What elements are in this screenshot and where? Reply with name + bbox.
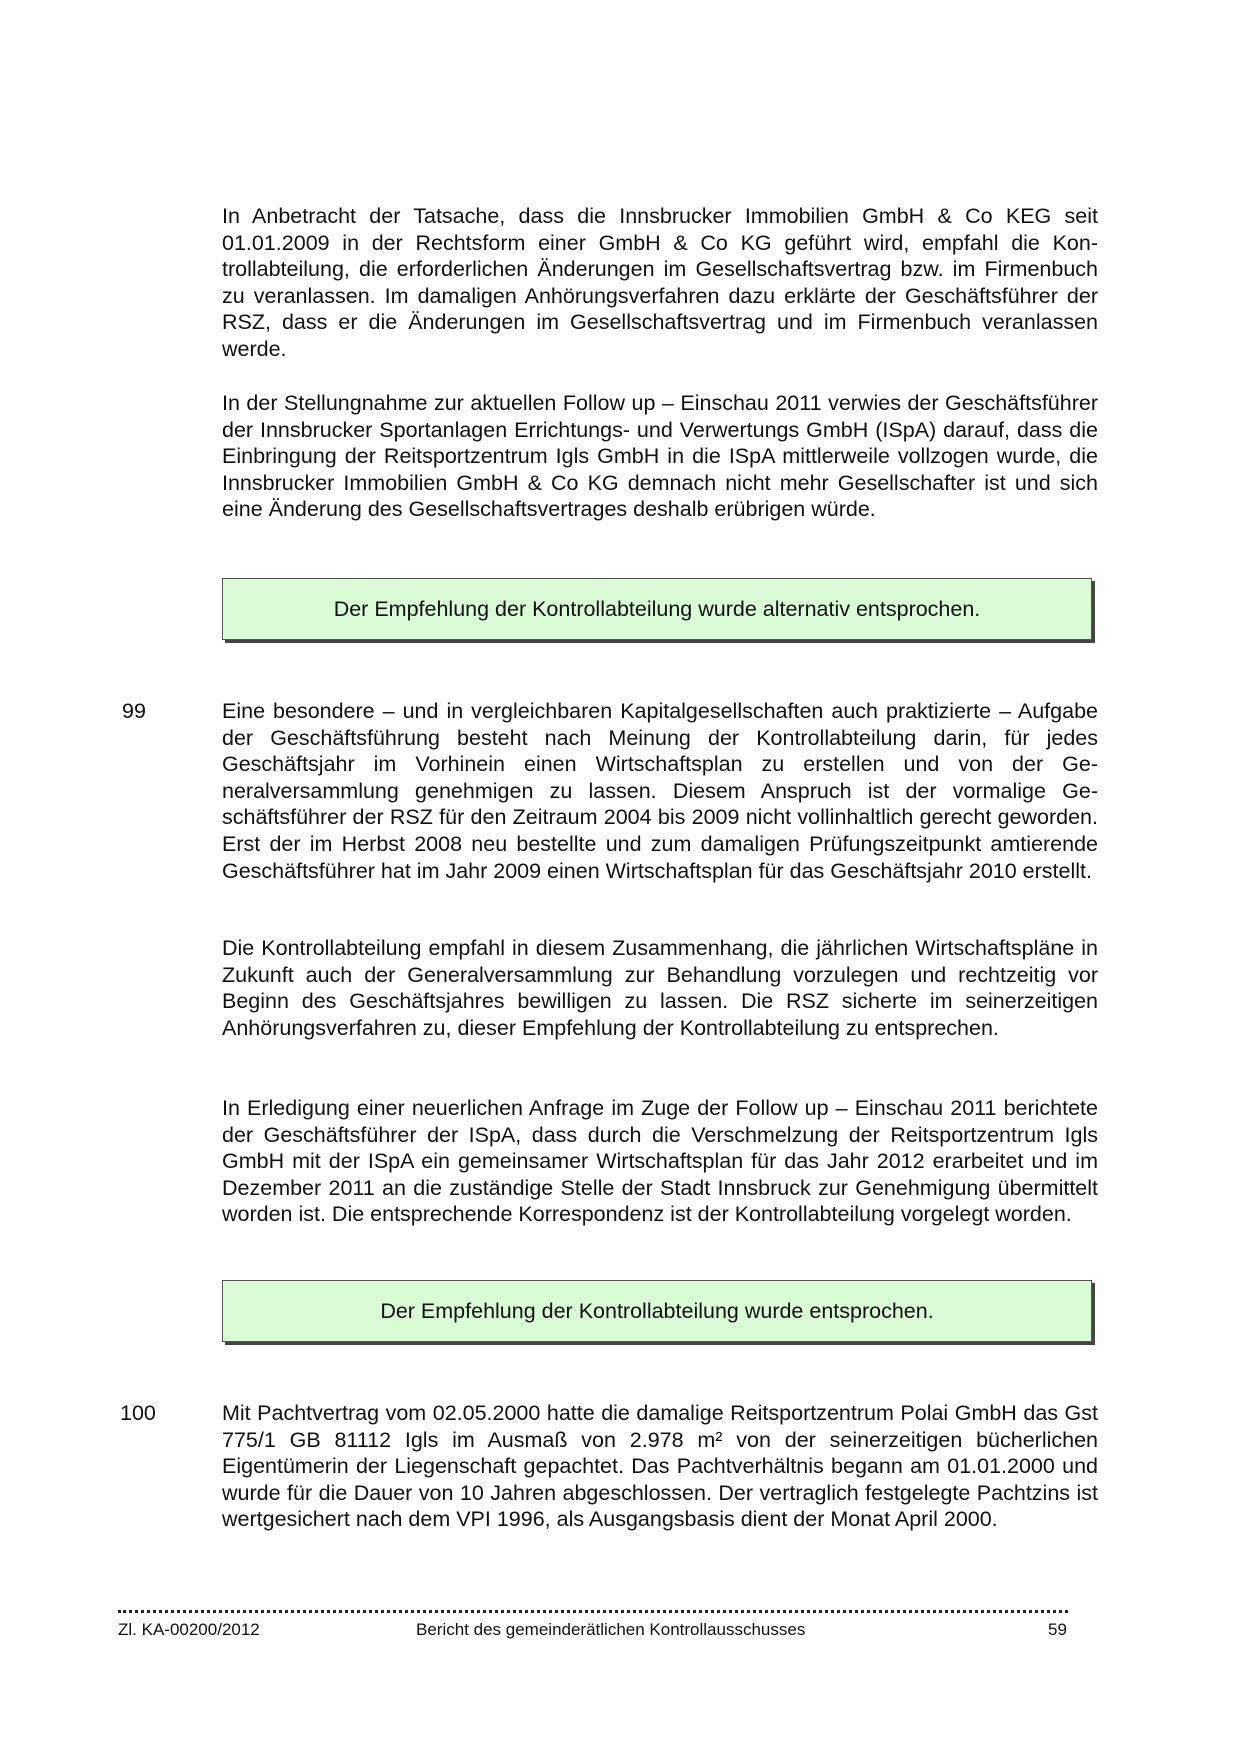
paragraph-recommendation: Die Kontrollabteilung empfahl in diesem Zusammenhang, die jährlichen Wirtschaftspläne in Zukunft auch der Generalversammlung zur Behandlung vorzulegen und rechtzeitig vor Beginn des Geschäftsjahres bewilligen zu lassen. Die RSZ sicherte im seinerzeitigen Anhörungsverfahren zu, dieser Empfehlung der Kontrollabteilung zu entsprechen. [222, 936, 1098, 1040]
finding-box-fulfilled [222, 1280, 1092, 1342]
footer-separator [118, 1598, 1068, 1613]
paragraph-lease-agreement: Mit Pachtvertrag vom 02.05.2000 hatte die damalige Reitsportzentrum Polai GmbH das Gst 775/1 GB 81112 Igls im Ausmaß von 2.978 m² von der seinerzeitigen bücherlichen Eigentümerin der Liegenschaft gepachtet. Das Pachtverhältnis begann am 01.01.2000 und wurde für die Dauer von 10 Jahren abgeschlossen. Der vertraglich festgelegte Pachtzins ist wertgesichert nach dem VPI 1996, als Ausgangsbasis dient der Monat April 2000. [222, 1401, 1098, 1532]
paragraph-business-plan: Eine besondere – und in vergleichbaren Kapitalgesellschaften auch praktizierte – Aufgabe der Geschäftsführung besteht nach Meinung der Kontrollabteilung darin, für jedes Geschäftsjahr im Vorhinein einen Wirtschaftsplan zu erstellen und von der Generalversammlung genehmigen zu lassen. Diesem Anspruch ist der vormalige Geschäftsführer der RSZ für den Zeitraum 2004 bis 2009 nicht vollinhaltlich gerecht geworden. Erst der im Herbst 2008 neu bestellte und zum damaligen Prüfungszeitpunkt amtierende Geschäftsführer hat im Jahr 2009 einen Wirtschaftsplan für das Geschäftsjahr 2010 erstellt. [222, 699, 1098, 883]
footer-reference: Zl. KA-00200/2012 [118, 1620, 260, 1639]
section-number-100: 100 [120, 1401, 156, 1425]
footer-title: Bericht des gemeinderätlichen Kontrollausschusses [416, 1620, 806, 1639]
finding-box-text: Der Empfehlung der Kontrollabteilung wurde entsprochen. [380, 1298, 934, 1323]
page-number: 59 [1048, 1620, 1067, 1639]
finding-box-alternative [222, 578, 1092, 640]
paragraph-statement-ispa: In der Stellungnahme zur aktuellen Follow up – Einschau 2011 verwies der Geschäftsführer der Innsbrucker Sportanlagen Errichtungs- und Verwertungs GmbH (ISpA) darauf, dass die Einbringung der Reitsportzentrum Igls GmbH in die ISpA mittlerweile vollzogen wurde, die Innsbrucker Immobilien GmbH & Co KG demnach nicht mehr Gesellschafter ist und sich eine Änderung des Gesellschaftsvertrages deshalb erübrigen würde. [222, 391, 1098, 522]
paragraph-company-form: In Anbetracht der Tatsache, dass die Innsbrucker Immobilien GmbH & Co KEG seit 01.01.2009 in der Rechtsform einer GmbH & Co KG geführt wird, empfahl die Kontrollabteilung, die erforderlichen Änderungen im Gesellschaftsvertrag bzw. im Firmenbuch zu veranlassen. Im damaligen Anhörungsverfahren dazu erklärte der Geschäftsführer der RSZ, dass er die Änderungen im Gesellschaftsvertrag und im Firmenbuch veranlassen werde. [222, 204, 1098, 361]
section-number-99: 99 [122, 699, 146, 723]
finding-box-text: Der Empfehlung der Kontrollabteilung wurde alternativ entsprochen. [333, 596, 981, 621]
paragraph-follow-up: In Erledigung einer neuerlichen Anfrage im Zuge der Follow up – Einschau 2011 berichtete der Geschäftsführer der ISpA, dass durch die Verschmelzung der Reitsportzentrum Igls GmbH mit der ISpA ein gemeinsamer Wirtschaftsplan für das Jahr 2012 erarbeitet und im Dezember 2011 an die zuständige Stelle der Stadt Innsbruck zur Genehmigung übermittelt worden ist. Die entsprechende Korrespondenz ist der Kontrollabteilung vorgelegt worden. [222, 1096, 1098, 1227]
